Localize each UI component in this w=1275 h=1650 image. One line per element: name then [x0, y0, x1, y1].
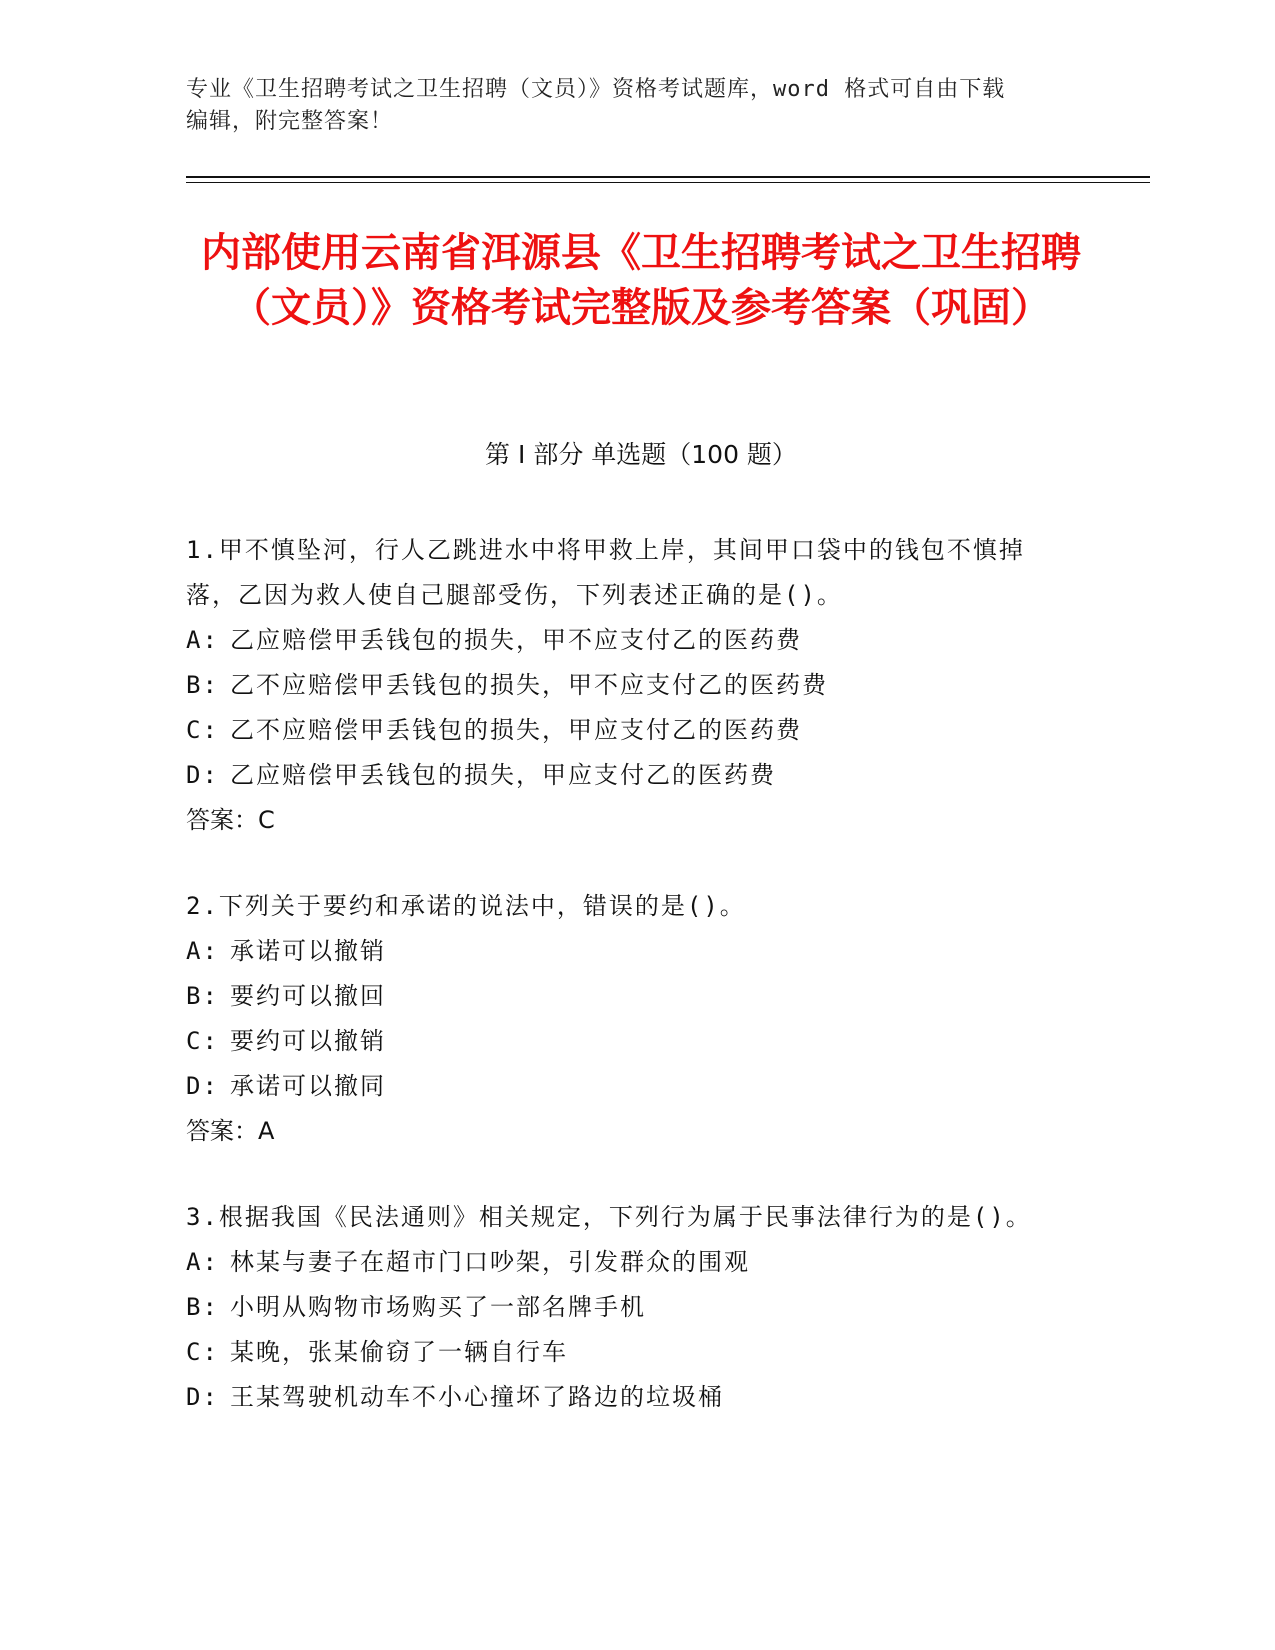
option-text: 承诺可以撤销 — [230, 937, 386, 965]
option-text: 乙不应赔偿甲丢钱包的损失，甲不应支付乙的医药费 — [230, 671, 828, 699]
answer-label: 答案：C — [186, 806, 275, 834]
option-text: 要约可以撤回 — [230, 982, 386, 1010]
option-d — [186, 1064, 1066, 1109]
option-key: B: — [186, 982, 219, 1010]
question-1 — [186, 528, 1066, 843]
answer-label: 答案：A — [186, 1117, 275, 1145]
section-title: 第 I 部分 单选题（100 题） — [485, 440, 797, 469]
question-stem: 1.甲不慎坠河，行人乙跳进水中将甲救上岸，其间甲口袋中的钱包不慎掉落，乙因为救人使自己腿部受伤，下列表述正确的是()。 — [186, 536, 1025, 609]
question-2 — [186, 884, 1066, 1154]
header-divider-thin — [186, 182, 1150, 183]
option-b — [186, 974, 1066, 1019]
option-text: 王某驾驶机动车不小心撞坏了路边的垃圾桶 — [230, 1383, 724, 1411]
option-text: 乙应赔偿甲丢钱包的损失，甲不应支付乙的医药费 — [230, 626, 802, 654]
option-a — [186, 618, 1066, 663]
option-key: C: — [186, 1338, 219, 1366]
option-key: C: — [186, 1027, 219, 1055]
option-key: D: — [186, 1383, 219, 1411]
option-key: C: — [186, 716, 219, 744]
option-a — [186, 929, 1066, 974]
option-d — [186, 1375, 1066, 1420]
option-text: 乙应赔偿甲丢钱包的损失，甲应支付乙的医药费 — [230, 761, 776, 789]
option-text: 乙不应赔偿甲丢钱包的损失，甲应支付乙的医药费 — [230, 716, 802, 744]
option-key: A: — [186, 937, 219, 965]
option-text: 林某与妻子在超市门口吵架，引发群众的围观 — [230, 1248, 750, 1276]
header-note — [186, 74, 1086, 138]
question-stem: 3.根据我国《民法通则》相关规定，下列行为属于民事法律行为的是()。 — [186, 1203, 1032, 1231]
question-list — [186, 528, 1066, 1461]
header-divider-thick — [186, 176, 1150, 178]
option-b — [186, 663, 1066, 708]
option-text: 要约可以撤销 — [230, 1027, 386, 1055]
option-key: D: — [186, 761, 219, 789]
option-c — [186, 1330, 1066, 1375]
option-text: 某晚，张某偷窃了一辆自行车 — [230, 1338, 568, 1366]
option-d — [186, 753, 1066, 798]
header-note-line2: 编辑，附完整答案！ — [186, 109, 394, 134]
option-text: 小明从购物市场购买了一部名牌手机 — [230, 1293, 646, 1321]
option-text: 承诺可以撤同 — [230, 1072, 386, 1100]
option-key: D: — [186, 1072, 219, 1100]
option-key: B: — [186, 671, 219, 699]
option-key: A: — [186, 1248, 219, 1276]
option-b — [186, 1285, 1066, 1330]
question-3 — [186, 1195, 1066, 1420]
option-c — [186, 708, 1066, 753]
option-a — [186, 1240, 1066, 1285]
document-title: 内部使用云南省洱源县《卫生招聘考试之卫生招聘（文员）》资格考试完整版及参考答案（巩固） — [201, 230, 1081, 331]
option-key: A: — [186, 626, 219, 654]
option-c — [186, 1019, 1066, 1064]
question-stem: 2.下列关于要约和承诺的说法中，错误的是()。 — [186, 892, 746, 920]
header-note-line1: 专业《卫生招聘考试之卫生招聘（文员）》资格考试题库，word 格式可自由下载 — [186, 77, 1006, 102]
option-key: B: — [186, 1293, 219, 1321]
